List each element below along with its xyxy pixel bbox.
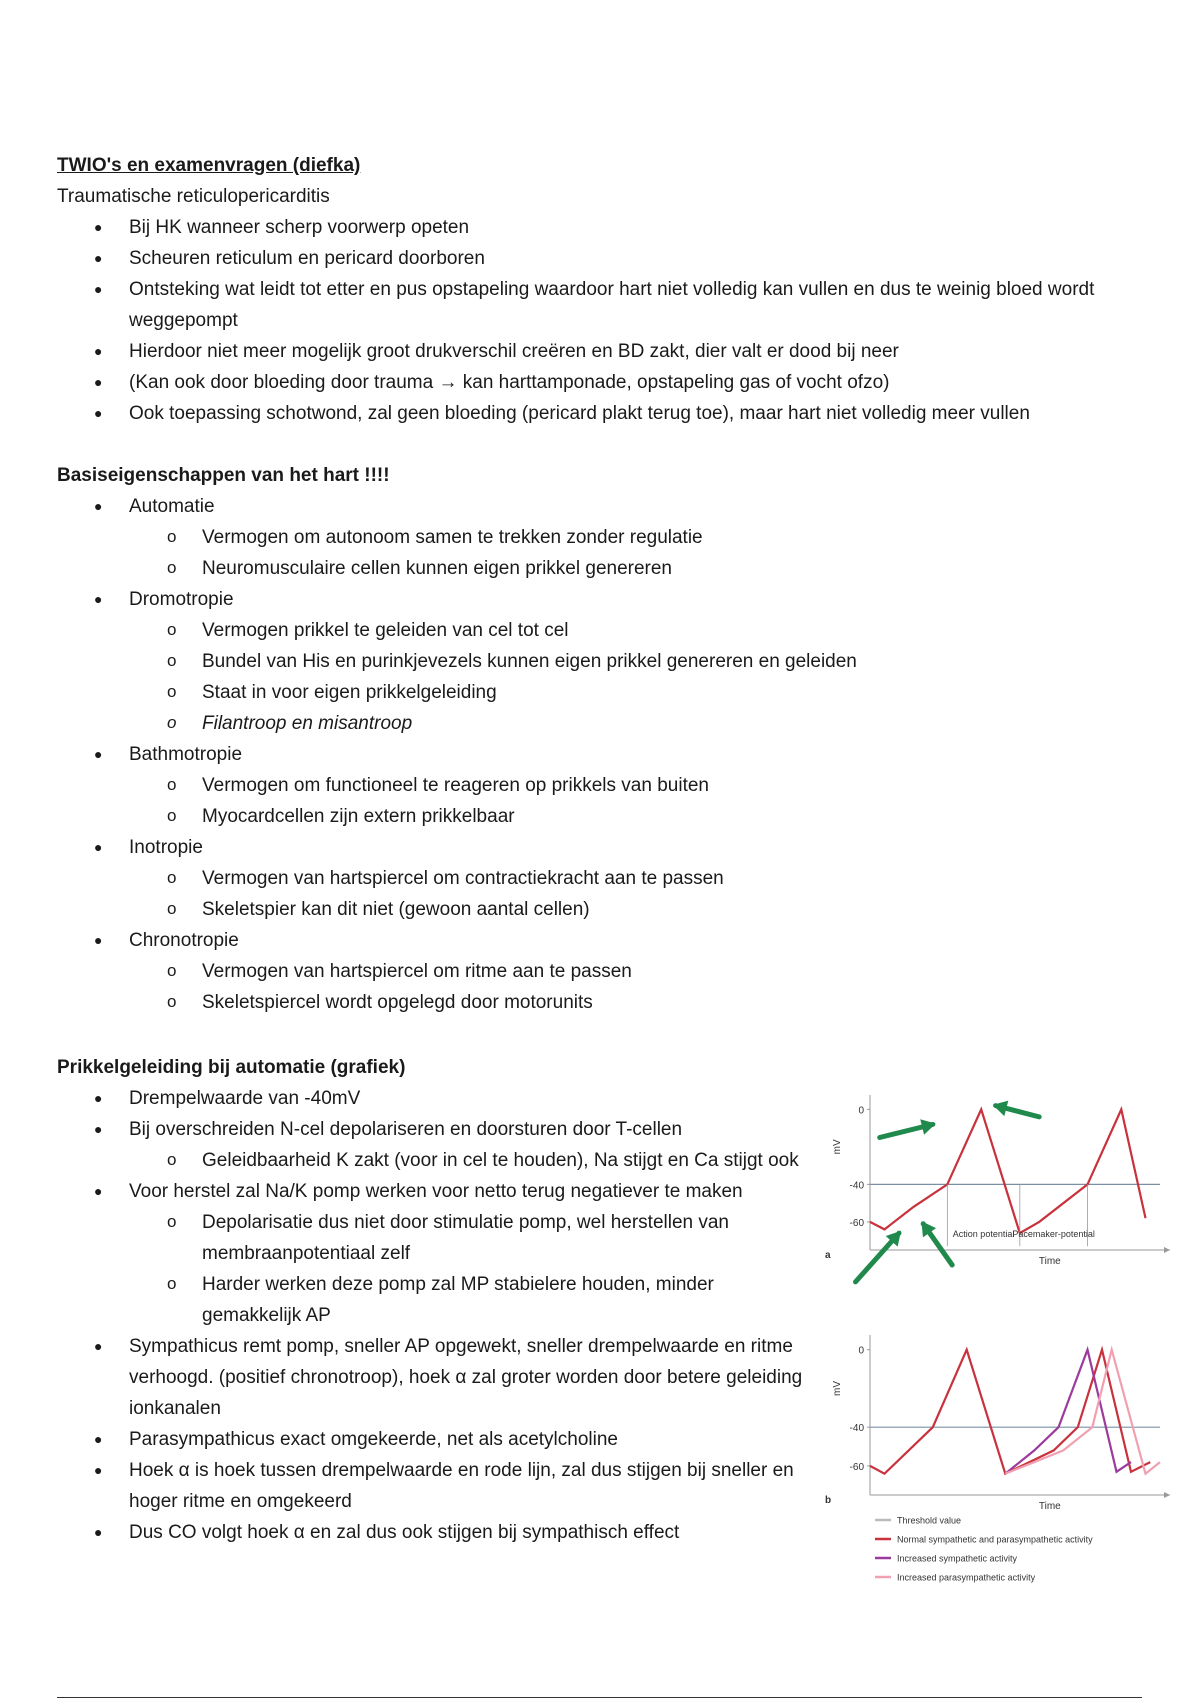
sub-list-item: o Skeletspier kan dit niet (gewoon aantal cellen) bbox=[57, 894, 857, 925]
x-axis-arrow bbox=[1164, 1492, 1170, 1498]
list-item: ● Dromotropie bbox=[57, 584, 857, 615]
list-item: ● Automatie bbox=[57, 491, 857, 522]
sub-list-item: o Geleidbaarheid K zakt (voor in cel te houden), Na stijgt en Ca stijgt ook bbox=[57, 1145, 807, 1176]
sub-list-item: o Vermogen prikkel te geleiden van cel tot cel bbox=[57, 615, 857, 646]
y-axis-label: mV bbox=[832, 1139, 843, 1155]
sub-list-item: o Filantroop en misantroop bbox=[57, 708, 857, 739]
list-item: ● Ontsteking wat leidt tot etter en pus opstapeling waardoor hart niet volledig kan vullen en dus te weinig bloed wordt weggepompt bbox=[57, 274, 1179, 336]
annotation-label: Action potential bbox=[952, 1228, 1015, 1239]
x-axis-label: Time bbox=[1038, 1256, 1061, 1267]
sub-list-item: o Vermogen om functioneel te reageren op prikkels van buiten bbox=[57, 770, 857, 801]
x-axis-arrow bbox=[1164, 1247, 1170, 1253]
y-tick-label: -60 bbox=[849, 1461, 864, 1473]
list-item: ● Voor herstel zal Na/K pomp werken voor netto terug negatiever te maken bbox=[57, 1176, 817, 1207]
sub-list-item: o Vermogen van hartspiercel om contractiekracht aan te passen bbox=[57, 863, 857, 894]
section-subtitle: Traumatische reticulopericarditis bbox=[57, 186, 330, 207]
panel-label: a bbox=[825, 1250, 831, 1261]
list-item: ● Scheuren reticulum en pericard doorboren bbox=[57, 243, 1179, 274]
list-item: ● Drempelwaarde van -40mV bbox=[57, 1083, 817, 1114]
list-item: ● Sympathicus remt pomp, sneller AP opgewekt, sneller drempelwaarde en ritme verhoogd. (positief chronotroop), hoek α zal groter worden door betere geleiding ionkanalen bbox=[57, 1331, 809, 1424]
y-axis-label: mV bbox=[832, 1380, 843, 1396]
list-item: ● (Kan ook door bloeding door trauma → kan harttamponade, opstapeling gas of vocht ofzo) bbox=[57, 367, 1179, 398]
bullet-list bbox=[57, 1083, 817, 1548]
green-arrow-head bbox=[993, 1101, 1009, 1116]
sub-list-item: o Vermogen om autonoom samen te trekken zonder regulatie bbox=[57, 522, 857, 553]
list-item: ● Bij overschreiden N-cel depolariseren en doorsturen door T-cellen bbox=[57, 1114, 817, 1145]
list-item: ● Bij HK wanneer scherp voorwerp opeten bbox=[57, 212, 1179, 243]
series-line bbox=[870, 1350, 1150, 1474]
list-item: ● Dus CO volgt hoek α en zal dus ook stijgen bij sympathisch effect bbox=[57, 1517, 817, 1548]
chart-autonomic-effect bbox=[825, 1330, 1185, 1600]
list-item: ● Ook toepassing schotwond, zal geen bloeding (pericard plakt terug toe), maar hart niet volledig meer vullen bbox=[57, 398, 1179, 429]
section-title: Prikkelgeleiding bij automatie (grafiek) bbox=[57, 1057, 406, 1078]
y-tick-label: -60 bbox=[849, 1217, 864, 1229]
bullet-list bbox=[57, 491, 857, 1018]
sub-list-item: o Staat in voor eigen prikkelgeleiding bbox=[57, 677, 857, 708]
legend-parasympathetic-label: Increased parasympathetic activity bbox=[897, 1572, 1036, 1583]
footer-divider bbox=[57, 1697, 1142, 1698]
green-arrow-head bbox=[920, 1119, 936, 1135]
chart-action-potential bbox=[825, 1085, 1185, 1285]
x-axis-label: Time bbox=[1038, 1501, 1061, 1512]
section-prikkelgeleiding bbox=[57, 1052, 817, 1548]
sub-list-item: o Skeletspiercel wordt opgelegd door motorunits bbox=[57, 987, 857, 1018]
sub-list-item: o Bundel van His en purinkjevezels kunnen eigen prikkel genereren en geleiden bbox=[57, 646, 857, 677]
list-item: ● Parasympathicus exact omgekeerde, net als acetylcholine bbox=[57, 1424, 817, 1455]
sub-list-item: o Myocardcellen zijn extern prikkelbaar bbox=[57, 801, 857, 832]
legend-sympathetic-label: Increased sympathetic activity bbox=[897, 1553, 1018, 1564]
sub-list-item: o Depolarisatie dus niet door stimulatie pomp, wel herstellen van membraanpotentiaal zelf bbox=[57, 1207, 802, 1269]
list-item: ● Bathmotropie bbox=[57, 739, 857, 770]
y-tick-label: -40 bbox=[849, 1180, 864, 1192]
y-tick-label: 0 bbox=[858, 1105, 864, 1117]
list-item: ● Chronotropie bbox=[57, 925, 857, 956]
section-basiseigenschappen bbox=[57, 460, 857, 1018]
list-item: ● Hierdoor niet meer mogelijk groot drukverschil creëren en BD zakt, dier valt er dood bij neer bbox=[57, 336, 1179, 367]
list-item: ● Hoek α is hoek tussen drempelwaarde en rode lijn, zal dus stijgen bij sneller en hoger ritme en omgekeerd bbox=[57, 1455, 809, 1517]
y-tick-label: 0 bbox=[858, 1345, 864, 1357]
list-item: ● Inotropie bbox=[57, 832, 857, 863]
sub-list-item: o Harder werken deze pomp zal MP stabielere houden, minder gemakkelijk AP bbox=[57, 1269, 802, 1331]
y-tick-label: -40 bbox=[849, 1423, 864, 1435]
panel-label: b bbox=[825, 1495, 832, 1506]
legend-threshold-label: Threshold value bbox=[897, 1515, 962, 1526]
sub-list-item: o Vermogen van hartspiercel om ritme aan te passen bbox=[57, 956, 857, 987]
section-title: TWIO's en examenvragen (diefka) bbox=[57, 155, 361, 176]
section-twio bbox=[57, 150, 1179, 429]
sub-list-item: o Neuromusculaire cellen kunnen eigen prikkel genereren bbox=[57, 553, 857, 584]
bullet-list bbox=[57, 212, 1179, 429]
series-line bbox=[1005, 1350, 1131, 1474]
legend-normal-label: Normal sympathetic and parasympathetic activity bbox=[897, 1534, 1093, 1545]
section-title: Basiseigenschappen van het hart !!!! bbox=[57, 465, 390, 486]
annotation-label: Pacemaker-potential bbox=[1012, 1228, 1095, 1239]
